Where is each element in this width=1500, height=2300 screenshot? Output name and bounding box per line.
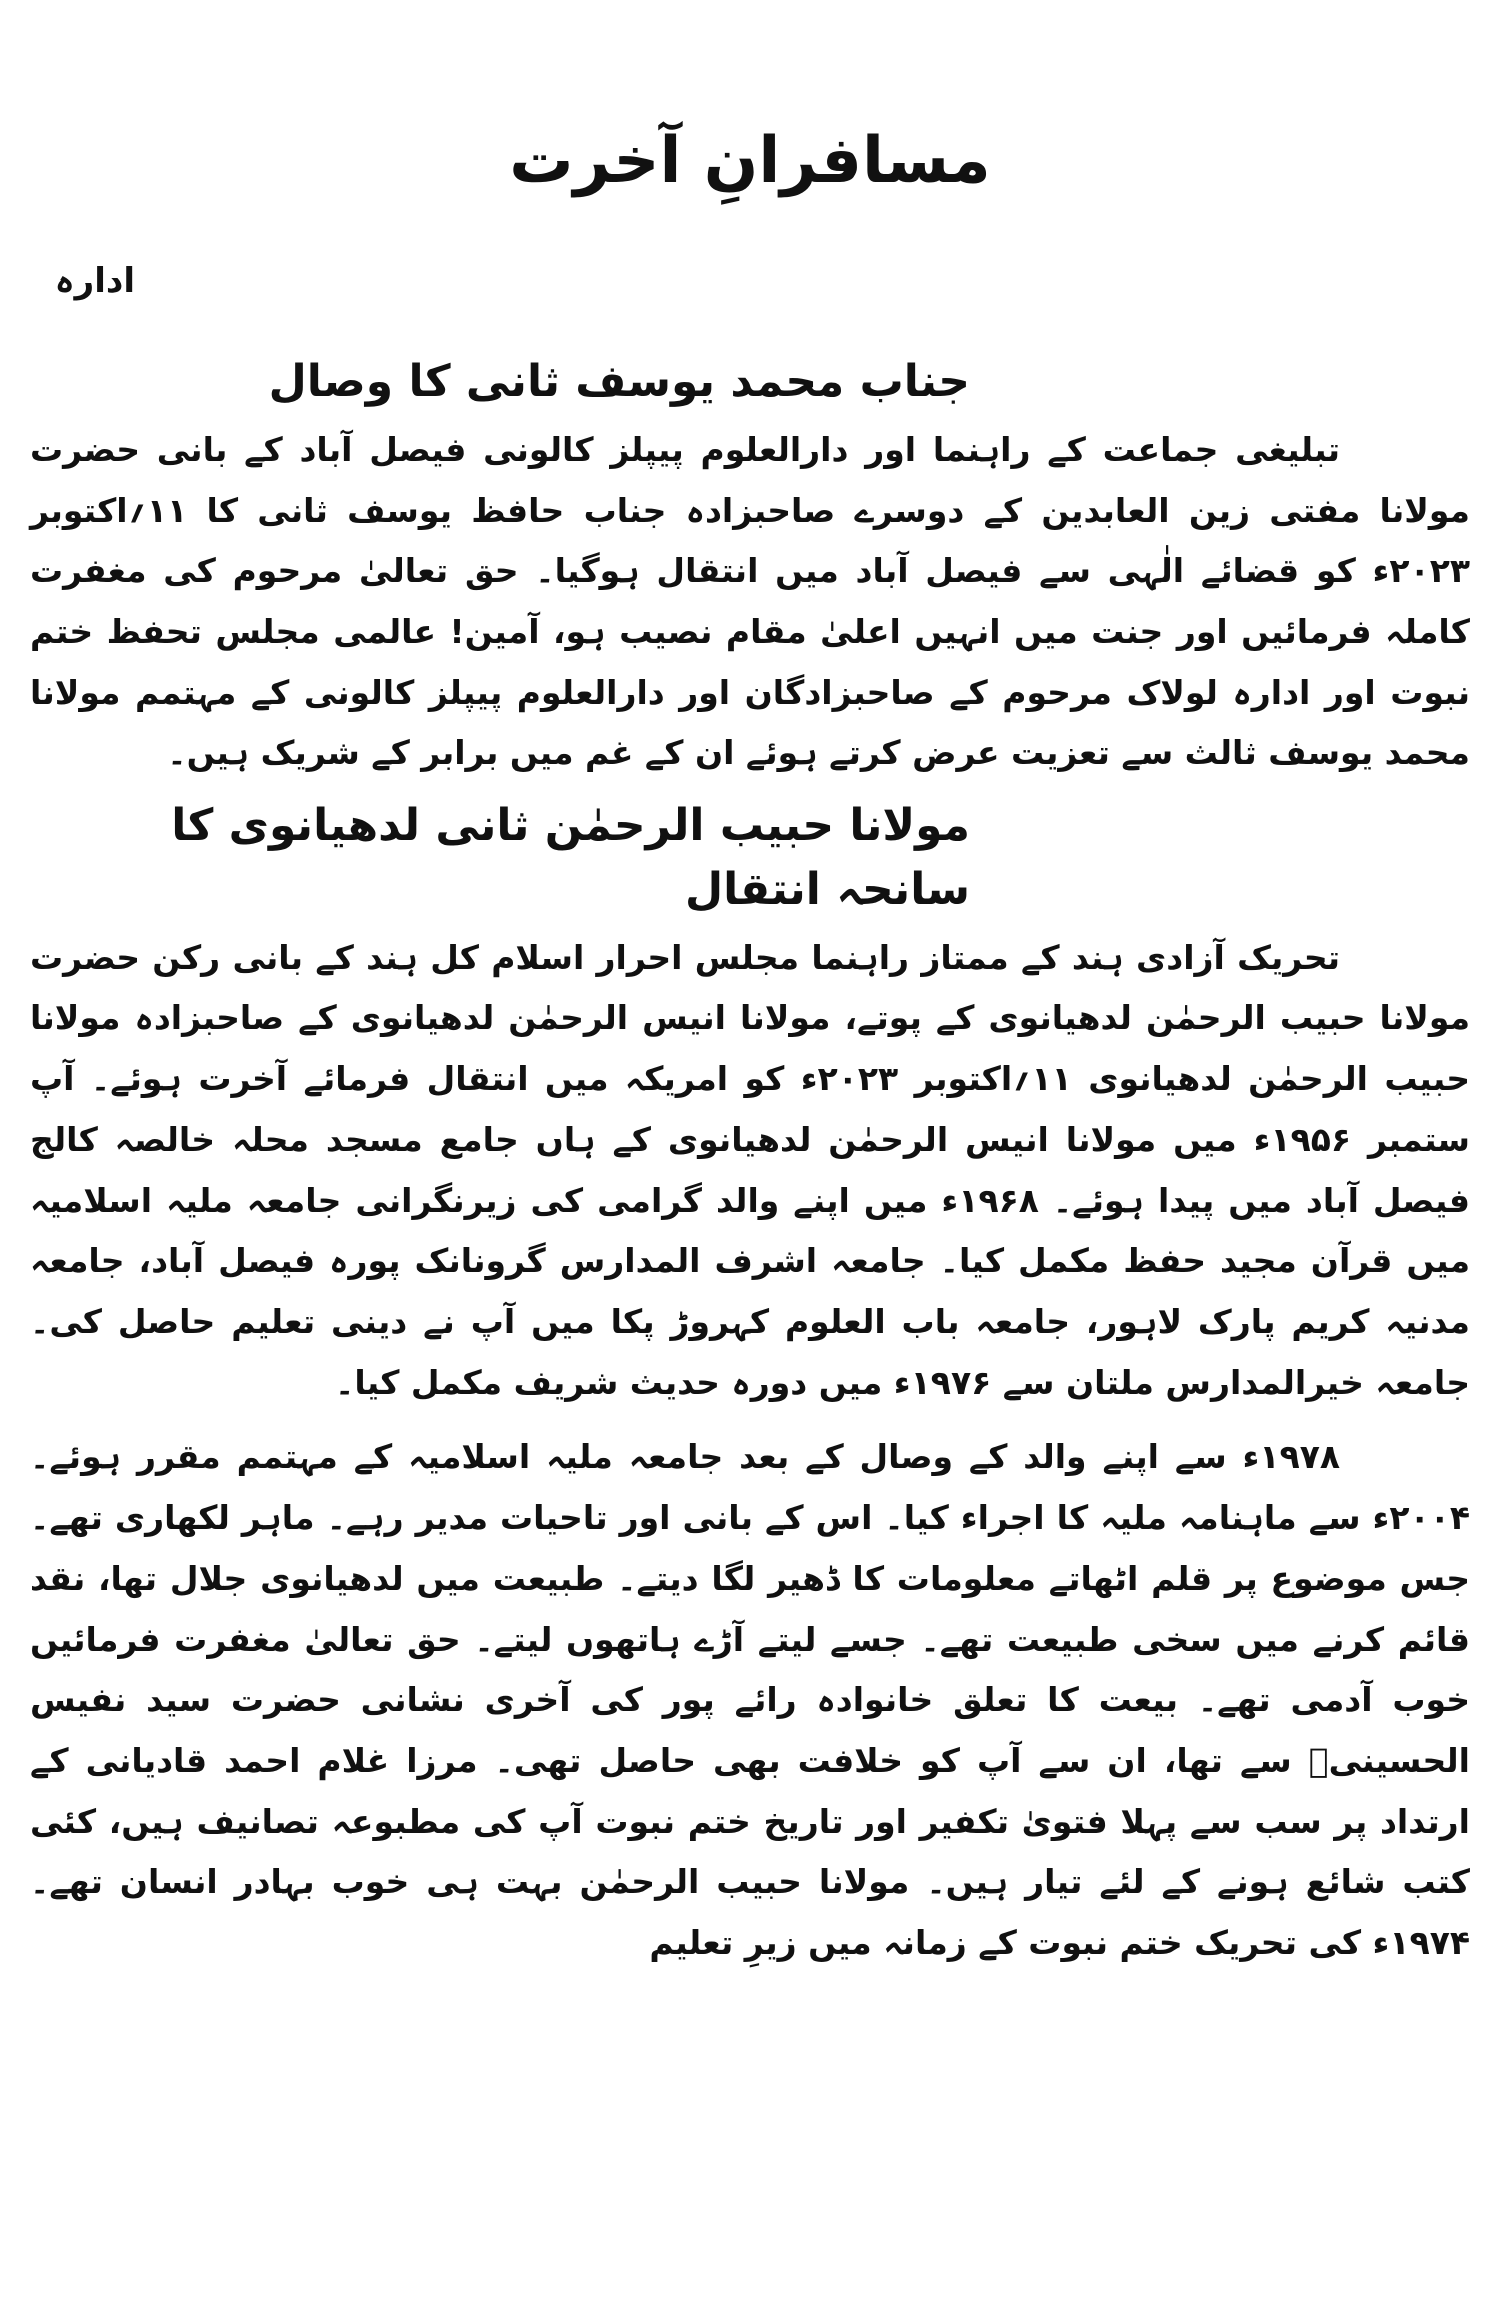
author-byline: ادارہ xyxy=(54,261,135,301)
page-title: مسافرانِ آخرت xyxy=(509,123,991,198)
section-yusuf-sani xyxy=(30,350,1470,784)
paragraph: ۱۹۷۸ء سے اپنے والد کے وصال کے بعد جامعہ ملیہ اسلامیہ کے مہتمم مقرر ہوئے۔ ۲۰۰۴ء سے ماہنامہ ملیہ کا اجراء کیا۔ اس کے بانی اور تاحیات مدیر رہے۔ ماہر لکھاری تھے۔ جس موضوع پر قلم اٹھاتے معلومات کا ڈھیر لگا دیتے۔ طبیعت میں لدھیانوی جلال تھا، نقد قائم کرنے میں سخی طبیعت تھے۔ جسے لیتے آڑے ہاتھوں لیتے۔ حق تعالیٰ مغفرت فرمائیں خوب آدمی تھے۔ بیعت کا تعلق خانوادہ رائے پور کی آخری نشانی حضرت سید نفیس الحسینیؒ سے تھا، ان سے آپ کو خلافت بھی حاصل تھی۔ مرزا غلام احمد قادیانی کے ارتداد پر سب سے پہلا فتویٰ تکفیر اور تاریخ ختم نبوت آپ کی مطبوعہ تصانیف ہیں، کئی کتب شائع ہونے کے لئے تیار ہیں۔ مولانا حبیب الرحمٰن بہت ہی خوب بہادر انسان تھے۔ ۱۹۷۴ء کی تحریک ختم نبوت کے زمانہ میں زیرِ تعلیم xyxy=(30,1437,1471,1963)
article-body xyxy=(30,350,1470,1984)
paragraph: تحریک آزادی ہند کے ممتاز راہنما مجلس احرار اسلام کل ہند کے بانی رکن حضرت مولانا حبیب الرحمٰن لدھیانوی کے پوتے، مولانا انیس الرحمٰن لدھیانوی کے صاحبزادہ مولانا حبیب الرحمٰن لدھیانوی ۱۱؍اکتوبر ۲۰۲۳ء کو امریکہ میں انتقال فرمائے آخرت ہوئے۔ آپ ستمبر ۱۹۵۶ء میں مولانا انیس الرحمٰن لدھیانوی کے ہاں جامع مسجد محلہ خالصہ کالج فیصل آباد میں پیدا ہوئے۔ ۱۹۶۸ء میں اپنے والد گرامی کی زیرنگرانی جامعہ ملیہ اسلامیہ میں قرآن مجید حفظ مکمل کیا۔ جامعہ اشرف المدارس گرونانک پورہ فیصل آباد، جامعہ مدنیہ کریم پارک لاہور، جامعہ باب العلوم کہروڑ پکا میں آپ نے دینی تعلیم حاصل کی۔ جامعہ خیرالمدارس ملتان سے ۱۹۷۶ء میں دورہ حدیث شریف مکمل کیا۔ xyxy=(30,937,1471,1402)
section-habib-ur-rahman xyxy=(30,794,1470,1974)
section-heading: مولانا حبیب الرحمٰن ثانی لدھیانوی کا سانحہ انتقال xyxy=(171,800,970,915)
section-heading: جناب محمد یوسف ثانی کا وصال xyxy=(268,356,970,407)
paragraph: تبلیغی جماعت کے راہنما اور دارالعلوم پیپلز کالونی فیصل آباد کے بانی حضرت مولانا مفتی زین العابدین کے دوسرے صاحبزادہ جناب حافظ یوسف ثانی کا ۱۱؍اکتوبر ۲۰۲۳ء کو قضائے الٰہی سے فیصل آباد میں انتقال ہوگیا۔ حق تعالیٰ مرحوم کی مغفرت کاملہ فرمائیں اور جنت میں انہیں اعلیٰ مقام نصیب ہو، آمین! عالمی مجلس تحفظ ختم نبوت اور ادارہ لولاک مرحوم کے صاحبزادگان اور دارالعلوم پیپلز کالونی کے مہتمم مولانا محمد یوسف ثالث سے تعزیت عرض کرتے ہوئے ان کے غم میں برابر کے شریک ہیں۔ xyxy=(30,429,1470,773)
